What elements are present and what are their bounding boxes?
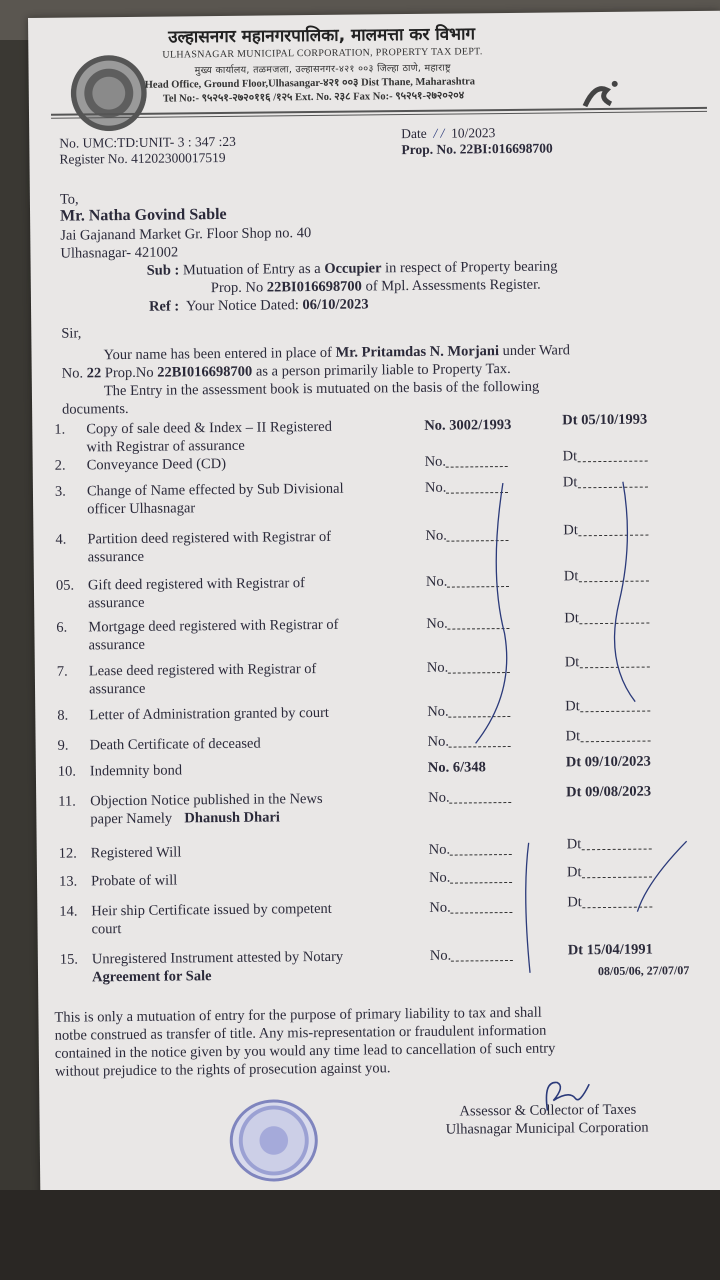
document-date-value: Dt — [562, 448, 578, 465]
document-no-value: No. — [429, 899, 451, 916]
document-date-value: Dt — [563, 522, 578, 539]
document-no-value: No. — [424, 453, 447, 470]
document-title-continued: assurance — [88, 636, 146, 654]
document-number: 9. — [57, 737, 69, 754]
reference-number: No. UMC:TD:UNIT- 3 : 347 :23 — [59, 133, 236, 151]
document-no-value: No. — [424, 479, 447, 496]
document-date-value: Dt — [567, 894, 582, 911]
document-title: Mortgage deed registered with Registrar of — [88, 616, 339, 636]
newspaper-name: Dhanush Dhari — [184, 809, 280, 827]
subject-label: Sub : — [146, 262, 180, 279]
document-number: 10. — [57, 763, 77, 780]
corporation-seal-stamp — [229, 1099, 318, 1182]
document-title: Conveyance Deed (CD) — [86, 455, 227, 474]
document-title: Copy of sale deed & Index – II Registered — [86, 418, 333, 438]
reference-line: Ref : Your Notice Dated: 06/10/2023 — [148, 296, 369, 315]
document-date-value: Dt 05/10/1993 — [562, 411, 648, 429]
document-no-value: No. — [427, 703, 449, 720]
document-number: 15. — [59, 951, 79, 968]
document-date-value: Dt — [564, 610, 579, 627]
document-no-value: No. — [425, 527, 447, 544]
document-date-value: Dt — [563, 568, 579, 585]
document-number: 13. — [58, 873, 78, 890]
subject-line-1: Sub : Mutuation of Entry as a Occupier in respect of Property bearing — [146, 258, 558, 279]
document-number: 3. — [54, 483, 66, 500]
addressee-name: Mr. Natha Govind Sable — [59, 205, 227, 225]
document-title-continued: Agreement for Sale — [91, 968, 212, 986]
document-no-value: No. — [429, 947, 452, 964]
body-para-line-4: documents. — [62, 400, 129, 418]
body-para-line-3: The Entry in the assessment book is mutuated on the basis of the following — [103, 378, 540, 400]
reference-label: Ref : — [148, 298, 180, 315]
date-value: 10/2023 — [451, 125, 496, 141]
document-title: Registered Will — [90, 844, 182, 862]
document-number: 1. — [54, 421, 66, 438]
signatory-organization: Ulhasnagar Municipal Corporation — [445, 1119, 649, 1138]
document-title-continued: court — [91, 921, 122, 938]
document-number: 7. — [56, 663, 68, 680]
document-number: 05. — [55, 577, 75, 594]
document-number: 2. — [54, 457, 66, 474]
document-date-value: Dt 09/08/2023 — [566, 783, 652, 801]
additional-dates: 08/05/06, 27/07/07 — [597, 963, 690, 979]
body-para-line-2: No. 22 Prop.No 22BI016698700 as a person primarily liable to Property Tax. — [61, 360, 511, 382]
document-title: Change of Name effected by Sub Divisional — [86, 480, 344, 500]
document-no-value: No. — [427, 733, 450, 750]
pen-strike-lines — [28, 11, 720, 1018]
header-title-marathi: उल्हासनगर महानगरपालिका, मालमत्ता कर विभाग — [168, 24, 476, 48]
document-title-continued: paper Namely — [90, 810, 173, 828]
addressee-line-2: Ulhasnagar- 421002 — [60, 244, 179, 262]
disclaimer-line-1: This is only a mutuation of entry for the purpose of primary liability to tax and shall — [54, 1004, 542, 1026]
document-date-value: Dt — [565, 698, 580, 715]
document-title: Unregistered Instrument attested by Notary — [91, 948, 344, 968]
document-number: 8. — [57, 707, 69, 724]
notice-document — [28, 11, 720, 1208]
signatory-title: Assessor & Collector of Taxes — [459, 1101, 637, 1120]
salutation: Sir, — [61, 325, 82, 342]
document-number: 12. — [58, 845, 77, 862]
header-tel-fax: Tel No:- ९५२५१-२७२०११६ /१२५ Ext. No. २३८ Fax No:- ९५२५१-२७२०२०४ — [162, 90, 465, 105]
document-no-value: No. — [425, 573, 448, 590]
addressee-line-1: Jai Gajanand Market Gr. Floor Shop no. 40 — [60, 225, 312, 244]
document-date-value: Dt 15/04/1991 — [567, 941, 653, 959]
document-title: Objection Notice published in the News — [90, 790, 323, 810]
document-title: Death Certificate of deceased — [89, 735, 261, 754]
property-number: Prop. No. 22BI:016698700 — [401, 140, 553, 158]
document-no-value: No. — [426, 659, 449, 676]
document-title: Probate of will — [90, 872, 178, 890]
header-title-english: ULHASNAGAR MUNICIPAL CORPORATION, PROPERTY TAX DEPT. — [162, 46, 483, 61]
document-title: Partition deed registered with Registrar of — [87, 528, 332, 548]
addressee-to: To, — [59, 191, 79, 208]
document-title: Indemnity bond — [89, 762, 183, 780]
document-no-value: No. — [428, 841, 451, 858]
document-title: Lease deed registered with Registrar of — [88, 661, 317, 680]
document-date-value: Dt — [565, 728, 581, 745]
document-date-value: Dt — [566, 836, 582, 853]
document-title-continued: with Registrar of assurance — [86, 437, 245, 456]
disclaimer-line-3: contained in the notice given by you would any time lead to cancellation of such entry — [54, 1040, 556, 1062]
date-label: Date — [401, 125, 427, 142]
document-no-value: No. — [426, 615, 448, 632]
document-date-value: Dt — [562, 474, 578, 491]
subject-line-2: Prop. No 22BI016698700 of Mpl. Assessments Register. — [210, 276, 541, 297]
document-title: Letter of Administration granted by court — [89, 704, 329, 724]
document-number: 6. — [56, 619, 68, 636]
document-title-continued: assurance — [88, 594, 145, 612]
document-title: Heir ship Certificate issued by competent — [91, 900, 332, 920]
header-address-english: Head Office, Ground Floor,Ulhasangar-४२१ ००३ Dist Thane, Maharashtra — [144, 76, 476, 91]
background-bottom — [0, 1190, 720, 1280]
document-date-value: Dt — [566, 864, 582, 881]
document-title: Gift deed registered with Registrar of — [87, 575, 306, 594]
document-no-value: No. 3002/1993 — [424, 416, 512, 434]
body-para-line-1: Your name has been entered in place of Mr. Pritamdas N. Morjani under Ward — [103, 342, 571, 364]
document-number: 4. — [55, 531, 67, 548]
notice-date: Date / / 10/2023 — [401, 125, 496, 142]
document-date-value: Dt 09/10/2023 — [565, 753, 651, 771]
document-no-value: No. — [428, 869, 451, 886]
reference-date: 06/10/2023 — [302, 296, 369, 314]
document-title-continued: officer Ulhasnagar — [87, 500, 196, 518]
document-no-value: No. — [428, 789, 450, 806]
document-no-value: No. 6/348 — [427, 759, 486, 776]
document-title-continued: assurance — [87, 548, 145, 566]
header-address-marathi: मुख्य कार्यालय, तळमजला, उल्हासनगर-४२१ ००३ जिल्हा ठाणे, महाराष्ट्र — [194, 62, 451, 77]
previous-owner-name: Mr. Pritamdas N. Morjani — [335, 343, 500, 361]
document-number: 11. — [58, 793, 76, 810]
disclaimer-line-2: notbe construed as transfer of title. Any mis-representation or fraudulent information — [54, 1022, 547, 1044]
document-number: 14. — [59, 903, 78, 920]
document-title-continued: assurance — [88, 680, 146, 698]
disclaimer-line-4: without prejudice to the rights of prosecution against you. — [54, 1060, 391, 1080]
document-date-value: Dt — [564, 654, 580, 671]
register-number: Register No. 41202300017519 — [59, 149, 226, 167]
subject-occupier: Occupier — [324, 260, 382, 277]
